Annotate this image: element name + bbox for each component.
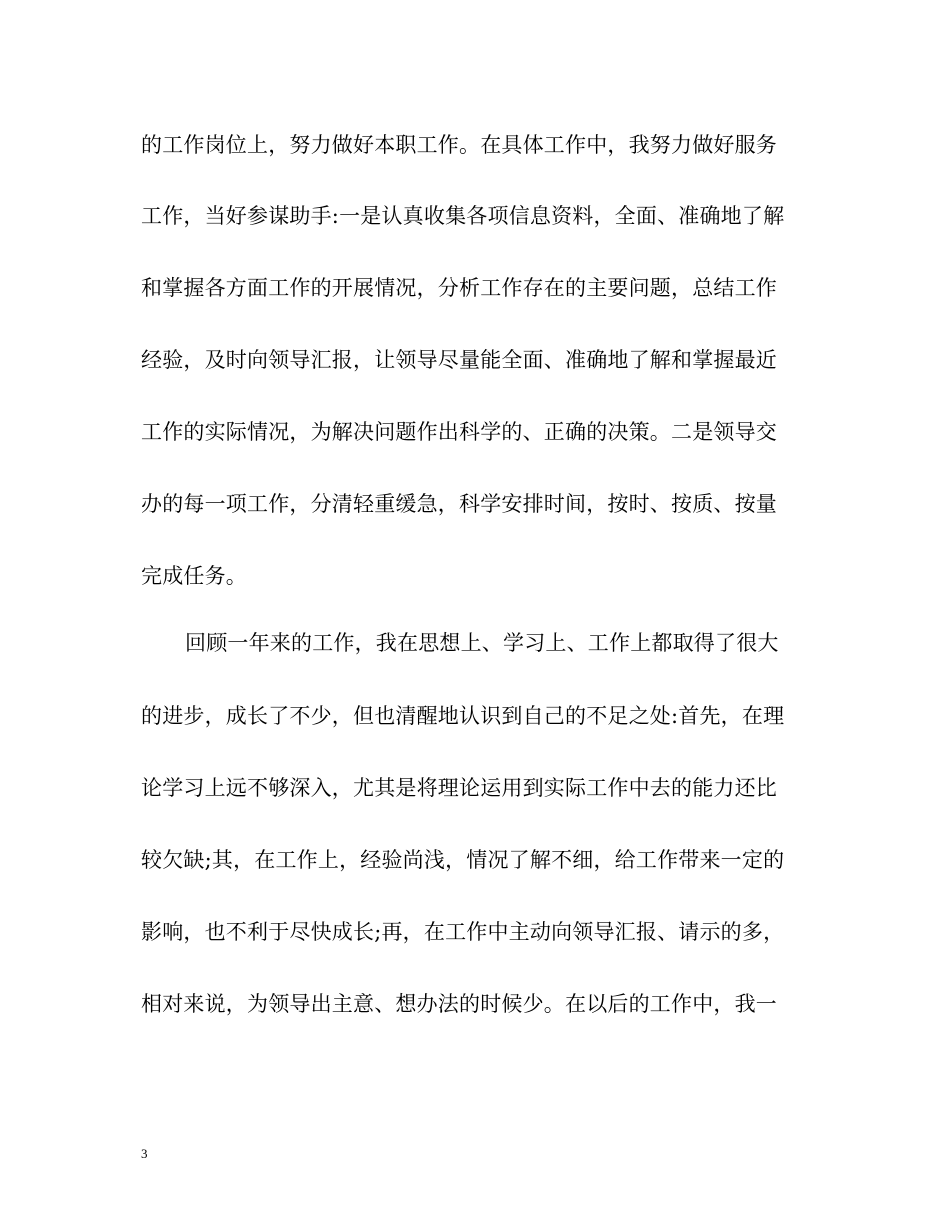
text-line-3: 和掌握各方面工作的开展情况，分析工作存在的主要问题，总结工作 bbox=[141, 276, 777, 300]
text-line-11: 较欠缺;其，在工作上，经验尚浅，情况了解不细，给工作带来一定的 bbox=[141, 848, 785, 872]
text-line-10: 论学习上远不够深入，尤其是将理论运用到实际工作中去的能力还比 bbox=[141, 776, 777, 800]
page-number: 3 bbox=[141, 1146, 148, 1161]
text-line-12: 影响，也不利于尽快成长;再，在工作中主动向领导汇报、请示的多， bbox=[141, 920, 785, 944]
text-line-4: 经验，及时向领导汇报，让领导尽量能全面、准确地了解和掌握最近 bbox=[141, 348, 777, 372]
text-line-5: 工作的实际情况，为解决问题作出科学的、正确的决策。二是领导交 bbox=[141, 420, 777, 444]
text-line-8-paragraph-start: 回顾一年来的工作，我在思想上、学习上、工作上都取得了很大 bbox=[185, 631, 779, 655]
text-line-9: 的进步，成长了不少，但也清醒地认识到自己的不足之处:首先，在理 bbox=[141, 704, 785, 728]
text-line-6: 办的每一项工作，分清轻重缓急，科学安排时间，按时、按质、按量 bbox=[141, 492, 777, 516]
text-line-1: 的工作岗位上，努力做好本职工作。在具体工作中，我努力做好服务 bbox=[141, 133, 777, 157]
text-line-13: 相对来说，为领导出主意、想办法的时候少。在以后的工作中，我一 bbox=[141, 992, 777, 1016]
text-line-7: 完成任务。 bbox=[141, 564, 247, 588]
text-line-2: 工作，当好参谋助手:一是认真收集各项信息资料，全面、准确地了解 bbox=[141, 204, 785, 228]
